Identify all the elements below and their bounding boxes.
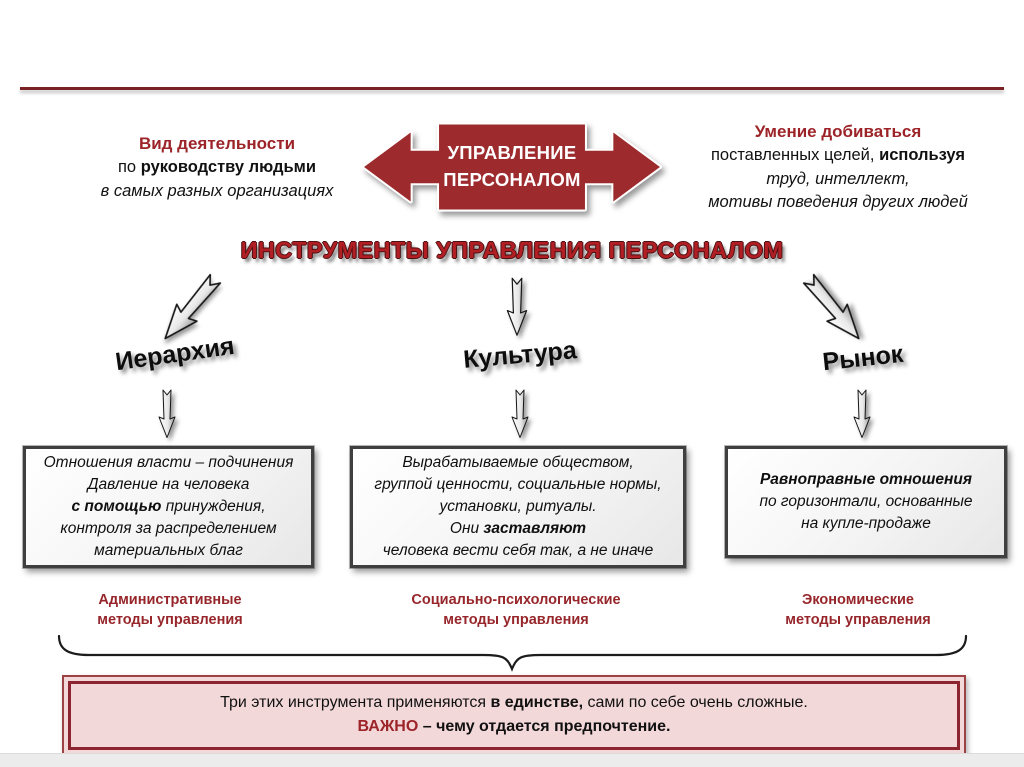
hierarchy-description-box (23, 446, 314, 568)
arrow-hierarchy-to-box-icon (151, 389, 183, 439)
definition-left-line1: Вид деятельности (138, 134, 296, 153)
culture-box-line4-prefix: Они (449, 520, 484, 537)
hierarchy-box-line2: Давление на человека (87, 476, 250, 493)
definition-right (663, 120, 1013, 214)
arrow-culture-to-box-icon (504, 389, 536, 439)
banner-line2: ПЕРСОНАЛОМ (443, 169, 581, 190)
method-socio-psychological-line1: Социально-психологические (411, 592, 621, 608)
hierarchy-box-line3-bold: с помощью (71, 498, 162, 515)
arrow-market-to-box-icon (846, 389, 878, 439)
definition-right-line2 (663, 144, 1013, 167)
culture-box-line3: установки, ритуалы. (439, 498, 597, 515)
definition-right-line2-prefix: поставленных целей, (710, 146, 880, 165)
arrow-to-market-icon (791, 263, 877, 354)
arrow-to-culture-icon (499, 277, 535, 337)
culture-box-line2: группой ценности, социальные нормы, (374, 476, 662, 493)
culture-box-line1: Вырабатываемые обществом, (402, 454, 634, 471)
culture-box-line4 (357, 518, 679, 540)
top-divider-rule (20, 87, 1004, 90)
hierarchy-box-line3-rest: принуждения, (161, 498, 266, 515)
conclusion-line1-prefix: Три этих инструмента применяются (220, 694, 491, 711)
hierarchy-box-line1: Отношения власти – подчинения (43, 454, 294, 471)
market-box-line1: Равноправные отношения (759, 471, 973, 488)
culture-description-box (350, 446, 686, 568)
method-socio-psychological-line2: методы управления (443, 612, 589, 629)
bottom-strip (0, 753, 1024, 767)
definition-left-line2 (42, 156, 392, 179)
definition-left (42, 132, 392, 203)
banner-line1: УПРАВЛЕНИЕ (447, 142, 577, 164)
conclusion-banner (62, 675, 966, 756)
conclusion-inner (68, 681, 960, 750)
conclusion-line2 (81, 715, 947, 739)
definition-left-line2-bold: руководству людьми (140, 158, 316, 177)
conclusion-line1-post: сами по себе очень сложные. (583, 694, 808, 711)
method-economic (748, 590, 968, 631)
conclusion-line2-accent: ВАЖНО (357, 718, 419, 735)
hierarchy-box-line5: материальных благ (94, 542, 243, 559)
definition-right-line4: мотивы поведения других людей (708, 192, 968, 211)
definition-left-line2-prefix: по (118, 158, 141, 177)
conclusion-line1-bold: в единстве, (490, 694, 584, 711)
market-box-line3: на купле-продаже (801, 515, 931, 532)
definition-right-line2-bold: используя (879, 146, 966, 165)
method-administrative-line2: методы управления (97, 612, 243, 629)
tool-name-culture: Культура (462, 336, 578, 374)
hierarchy-box-line3 (30, 496, 307, 518)
tool-name-hierarchy: Иерархия (113, 331, 237, 377)
personnel-management-banner (360, 116, 664, 218)
definition-right-line1: Умение добиваться (754, 122, 922, 141)
method-economic-line2: методы управления (785, 612, 931, 629)
culture-box-line5: человека вести себя так, а не иначе (382, 542, 654, 559)
conclusion-line1 (81, 691, 947, 715)
conclusion-line2-rest: – чему отдается предпочтение. (418, 718, 671, 735)
section-title: ИНСТРУМЕНТЫ УПРАВЛЕНИЯ ПЕРСОНАЛОМ (240, 237, 784, 263)
definition-left-line3: в самых разных организациях (100, 181, 334, 200)
method-socio-psychological (396, 590, 636, 631)
culture-box-line4-bold: заставляют (483, 520, 587, 537)
market-description-box (725, 446, 1007, 558)
method-administrative (60, 590, 280, 631)
method-administrative-line1: Административные (98, 592, 242, 608)
hierarchy-box-line4: контроля за распределением (60, 520, 277, 537)
method-economic-line1: Экономические (802, 592, 914, 608)
tool-name-market: Рынок (821, 339, 905, 377)
market-box-line2: по горизонтали, основанные (759, 493, 973, 510)
definition-right-line3: труд, интеллект, (766, 169, 910, 188)
personnel-management-title (440, 126, 584, 208)
grouping-brace-icon (55, 631, 970, 673)
